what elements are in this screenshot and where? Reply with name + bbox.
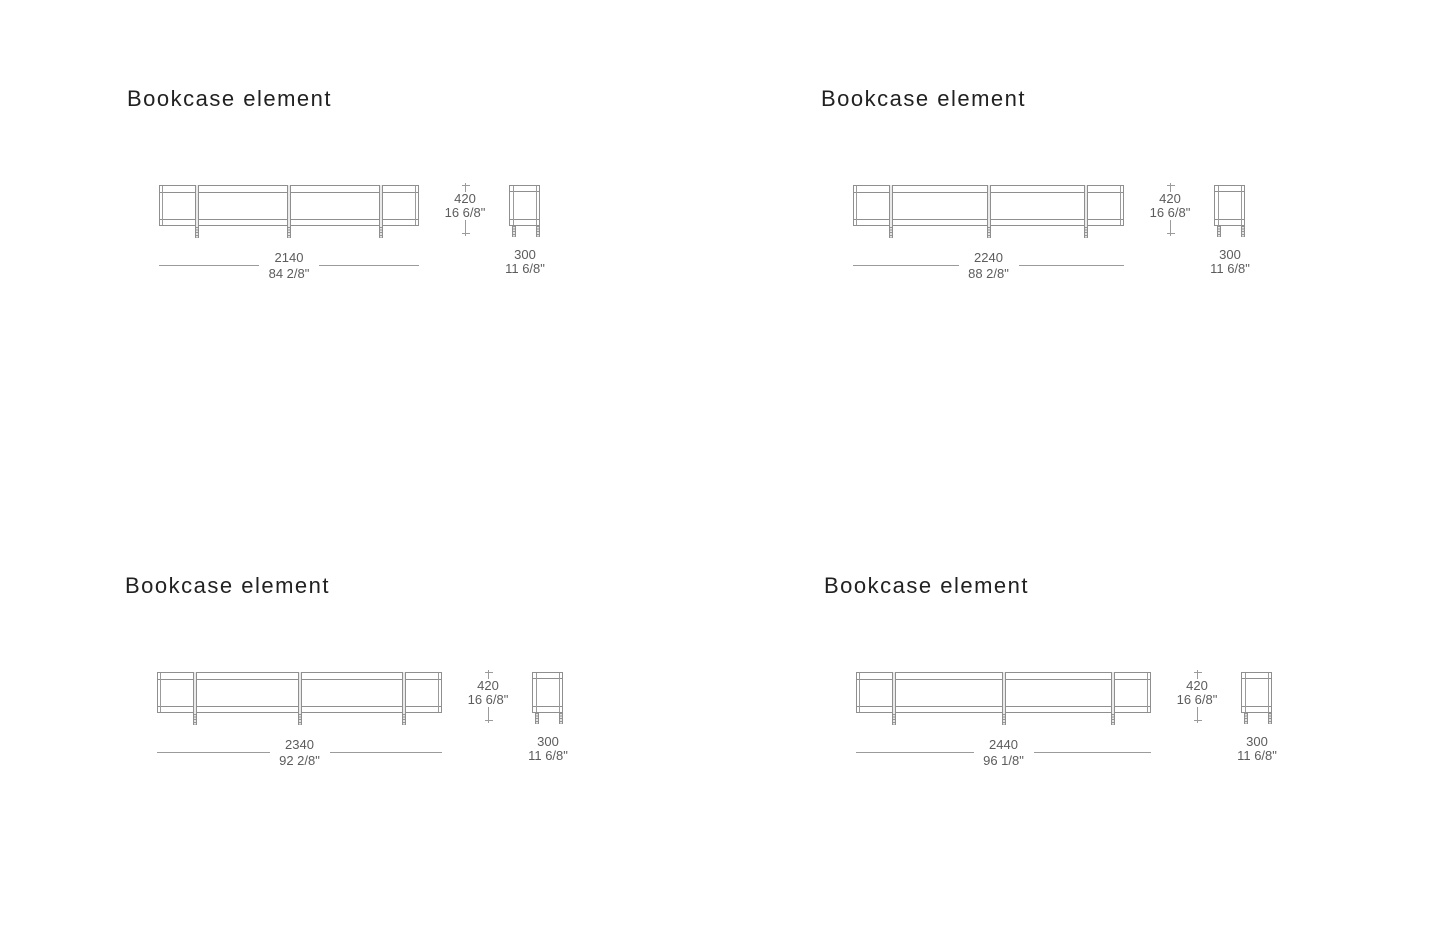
side-elevation-drawing — [1214, 185, 1245, 226]
shelf-top-line — [510, 191, 539, 192]
height-mm: 420 — [477, 678, 499, 693]
height-inches: 16 6/8" — [444, 205, 486, 220]
post-leg — [889, 227, 893, 238]
post-leg — [1241, 226, 1245, 237]
shelf-post — [1002, 672, 1006, 725]
height-dimension-label — [433, 192, 497, 220]
depth-dimension — [1199, 248, 1261, 276]
front-elevation-drawing — [159, 185, 419, 226]
dimension-line — [157, 752, 270, 753]
end-panel-line — [438, 673, 439, 712]
panel-line — [1241, 186, 1242, 225]
post-leg — [402, 714, 406, 725]
post-leg — [1111, 714, 1115, 725]
width-inches: 92 2/8" — [279, 753, 320, 768]
shelf-top-line — [1242, 678, 1271, 679]
shelf-post — [287, 185, 291, 238]
panel-line — [559, 673, 560, 712]
post-leg — [298, 714, 302, 725]
height-dimension — [1165, 670, 1229, 723]
post-leg — [535, 713, 539, 724]
technical-drawing — [157, 672, 597, 782]
side-elevation-drawing — [532, 672, 563, 713]
post-leg — [512, 226, 516, 237]
bookcase-element-card — [824, 573, 1304, 788]
depth-dimension — [494, 248, 556, 276]
post-leg — [1217, 226, 1221, 237]
depth-dimension — [517, 735, 579, 763]
end-panel-line — [1120, 186, 1121, 225]
post-leg — [1002, 714, 1006, 725]
technical-drawing — [159, 185, 599, 295]
shelf-post — [298, 672, 302, 725]
side-elevation-drawing — [509, 185, 540, 226]
post-leg — [892, 714, 896, 725]
shelf-bottom-line — [1242, 706, 1271, 707]
depth-mm: 300 — [537, 734, 559, 749]
width-mm: 2240 — [974, 250, 1003, 265]
depth-inches: 11 6/8" — [528, 748, 568, 763]
dimension-line — [856, 752, 974, 753]
panel-line — [1268, 673, 1269, 712]
post-leg — [1268, 713, 1272, 724]
shelf-post — [1084, 185, 1088, 238]
height-inches: 16 6/8" — [1149, 205, 1191, 220]
post-leg — [1084, 227, 1088, 238]
end-panel-line — [856, 186, 857, 225]
end-panel-line — [162, 186, 163, 225]
shelf-post — [379, 185, 383, 238]
depth-inches: 11 6/8" — [1210, 261, 1250, 276]
dimension-line — [1034, 752, 1152, 753]
height-dimension-label — [1165, 679, 1229, 707]
depth-mm: 300 — [1246, 734, 1268, 749]
front-elevation-drawing — [157, 672, 442, 713]
post-leg — [1244, 713, 1248, 724]
shelf-post — [987, 185, 991, 238]
post-leg — [195, 227, 199, 238]
drawing-title: Bookcase element — [127, 86, 332, 111]
post-leg — [287, 227, 291, 238]
end-panel-line — [160, 673, 161, 712]
depth-inches: 11 6/8" — [505, 261, 545, 276]
panel-line — [536, 186, 537, 225]
drawing-title: Bookcase element — [821, 86, 1026, 111]
bookcase-element-card — [127, 86, 607, 301]
front-elevation-drawing — [853, 185, 1124, 226]
panel-line — [1245, 673, 1246, 712]
height-mm: 420 — [454, 191, 476, 206]
shelf-bottom-line — [533, 706, 562, 707]
dimension-line — [319, 265, 419, 266]
width-inches: 88 2/8" — [968, 266, 1009, 281]
post-leg — [379, 227, 383, 238]
panel-line — [536, 673, 537, 712]
dimension-line — [159, 265, 259, 266]
panel-line — [513, 186, 514, 225]
height-dimension — [456, 670, 520, 723]
shelf-top-line — [1215, 191, 1244, 192]
post-leg — [536, 226, 540, 237]
drawing-title: Bookcase element — [824, 573, 1029, 598]
dimension-line — [330, 752, 443, 753]
end-panel-line — [415, 186, 416, 225]
shelf-post — [195, 185, 199, 238]
post-leg — [193, 714, 197, 725]
shelf-bottom-line — [510, 219, 539, 220]
depth-mm: 300 — [514, 247, 536, 262]
width-mm: 2140 — [274, 250, 304, 265]
shelf-bottom-line — [1215, 219, 1244, 220]
bookcase-element-card — [821, 86, 1301, 301]
shelf-post — [193, 672, 197, 725]
width-inches: 96 1/8" — [983, 753, 1024, 768]
height-inches: 16 6/8" — [1176, 692, 1218, 707]
panel-line — [1218, 186, 1219, 225]
post-leg — [987, 227, 991, 238]
shelf-post — [889, 185, 893, 238]
front-elevation-drawing — [856, 672, 1151, 713]
width-inches: 84 2/8" — [268, 266, 310, 281]
height-inches: 16 6/8" — [467, 692, 509, 707]
height-dimension — [433, 183, 497, 236]
shelf-post — [892, 672, 896, 725]
bookcase-element-card — [125, 573, 605, 788]
dimension-line — [1019, 265, 1125, 266]
technical-drawing — [856, 672, 1296, 782]
depth-inches: 11 6/8" — [1237, 748, 1277, 763]
height-dimension — [1138, 183, 1202, 236]
shelf-top-line — [533, 678, 562, 679]
height-dimension-label — [456, 679, 520, 707]
drawing-title: Bookcase element — [125, 573, 330, 598]
height-mm: 420 — [1186, 678, 1208, 693]
width-mm: 2340 — [285, 737, 314, 752]
end-panel-line — [859, 673, 860, 712]
height-mm: 420 — [1159, 191, 1181, 206]
dimension-line — [853, 265, 959, 266]
technical-drawing — [853, 185, 1293, 295]
side-elevation-drawing — [1241, 672, 1272, 713]
depth-mm: 300 — [1219, 247, 1241, 262]
end-panel-line — [1147, 673, 1148, 712]
width-mm: 2440 — [989, 737, 1018, 752]
shelf-post — [1111, 672, 1115, 725]
post-leg — [559, 713, 563, 724]
shelf-post — [402, 672, 406, 725]
height-dimension-label — [1138, 192, 1202, 220]
depth-dimension — [1226, 735, 1288, 763]
